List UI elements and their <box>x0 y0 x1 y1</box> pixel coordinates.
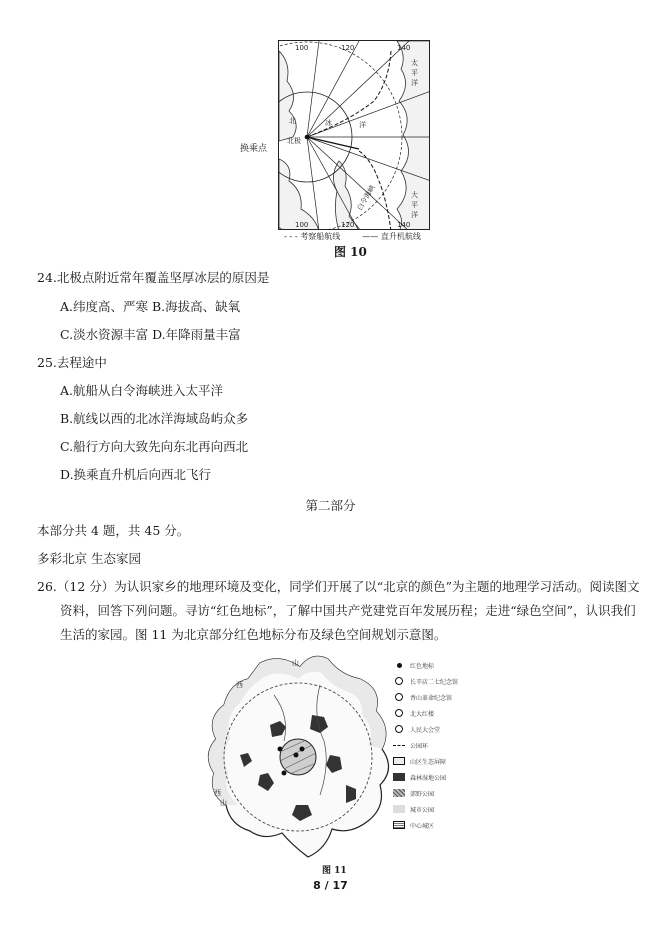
legend-item: 城市公园 <box>393 801 483 817</box>
legend-item: 香山革命纪念馆 <box>393 689 483 705</box>
q25-option-d: D.换乘直升机后向西北飞行 <box>60 467 212 482</box>
figure11-caption: 图 11 <box>322 866 347 876</box>
legend-item: 长辛店二七纪念馆 <box>393 673 483 689</box>
label-bering-strait: 白令海峡 <box>355 183 377 212</box>
legend-ship: - - - 考察船航线 <box>284 232 341 241</box>
legend-item: 北大红楼 <box>393 705 483 721</box>
map-label-shan-1: 山 <box>292 659 299 667</box>
map-label-shan-2: 山 <box>220 799 227 807</box>
q24-stem: 24.北极点附近常年覆盖坚厚冰层的原因是 <box>37 270 270 285</box>
dot-icon <box>393 661 405 669</box>
legend-item: 郊野公园 <box>393 785 483 801</box>
label-tai-2: 大 <box>411 191 418 199</box>
hatched-fill-icon <box>393 789 405 797</box>
legend-item: 中心城区 <box>393 817 483 833</box>
landmark-dot-1 <box>294 753 299 758</box>
label-yang-2: 洋 <box>411 211 418 219</box>
part2-summary: 本部分共 4 题，共 45 分。 <box>37 523 190 538</box>
figure10-legend <box>284 231 421 242</box>
dark-fill-icon <box>393 773 405 781</box>
label-bing: 冰 <box>325 119 332 127</box>
lon-label-bottom-1: 100 <box>295 221 309 229</box>
part2-title: 第二部分 <box>305 498 356 513</box>
q25-stem: 25.去程途中 <box>37 355 107 370</box>
landmark-dot-3 <box>282 771 287 776</box>
light-fill-icon <box>393 805 405 813</box>
beijing-map-svg <box>200 645 400 860</box>
figure-10 <box>240 40 440 258</box>
q25-option-b: B.航线以西的北冰洋海域岛屿众多 <box>60 411 249 426</box>
legend-item: 红色地标 <box>393 657 483 673</box>
page-number: 8 / 17 <box>313 879 348 892</box>
q26-line2: 资料，回答下列问题。寻访“红色地标”，了解中国共产党建党百年发展历程；走进“绿色空间”，认识我们 <box>60 603 636 618</box>
legend-item: 人民大会堂 <box>393 721 483 737</box>
land-south <box>333 161 361 230</box>
label-ping-1: 平 <box>411 69 418 77</box>
q25-option-c: C.船行方向大致先向东北再向西北 <box>60 439 249 454</box>
label-ping-2: 平 <box>411 201 418 209</box>
figure11-legend <box>393 657 483 833</box>
legend-item: 森林湿地公园 <box>393 769 483 785</box>
north-pole-point <box>305 135 310 140</box>
lon-label-top-2: 120 <box>341 44 355 52</box>
numbered-circle-icon <box>393 677 405 685</box>
lon-label-top-1: 100 <box>295 44 309 52</box>
central-city <box>280 739 316 775</box>
label-bei: 北 <box>289 117 296 125</box>
numbered-circle-icon <box>393 709 405 717</box>
dashed-line-icon <box>393 741 405 749</box>
q26-line3: 生活的家园。图 11 为北京部分红色地标分布及绿色空间规划示意图。 <box>60 627 447 642</box>
arctic-map-svg <box>279 41 430 230</box>
label-yang-1: 洋 <box>411 79 418 87</box>
grid-fill-icon <box>393 821 405 829</box>
numbered-circle-icon <box>393 693 405 701</box>
landmark-dot-4 <box>300 747 305 752</box>
label-tai-1: 太 <box>411 59 418 67</box>
label-north-pole: 北极 <box>287 137 301 145</box>
arctic-route-map <box>278 40 430 230</box>
q26-line1: 26.（12 分）为认识家乡的地理环境及变化，同学们开展了以“北京的颜色”为主题的地理学习活动。阅读图文 <box>37 579 640 594</box>
part2-theme: 多彩北京 生态家园 <box>37 551 141 566</box>
transfer-point-label: 换乘点 <box>240 144 268 154</box>
lon-label-bottom-2: 120 <box>341 221 355 229</box>
legend-helicopter: —— 直升机航线 <box>362 232 421 241</box>
label-yang: 洋 <box>359 121 366 129</box>
map-label-xi-2: 西 <box>214 789 221 797</box>
numbered-circle-icon <box>393 725 405 733</box>
legend-item: 公园环 <box>393 737 483 753</box>
landmark-dot-2 <box>278 747 283 752</box>
land-west-bottom <box>279 159 319 230</box>
q25-option-a: A.航船从白令海峡进入太平洋 <box>60 383 224 398</box>
q24-options-cd: C.淡水资源丰富 D.年降雨量丰富 <box>60 327 241 342</box>
map-label-xi-1: 西 <box>236 681 243 689</box>
figure10-caption: 图 10 <box>334 245 367 259</box>
q24-options-ab: A.纬度高、严寒 B.海拔高、缺氧 <box>60 299 241 314</box>
legend-item: 山区生态屏障 <box>393 753 483 769</box>
lon-label-top-3: 140 <box>397 44 411 52</box>
lon-label-bottom-3: 140 <box>397 221 411 229</box>
box-icon <box>393 757 405 765</box>
